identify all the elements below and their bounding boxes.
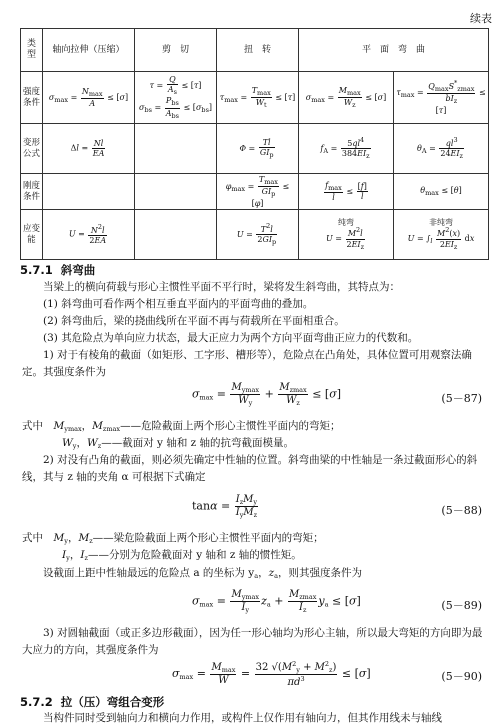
equation-5-89: $\sigma_{max}$ = $\frac{M_{ymax}}{I_y}$ $z_a$ + $\frac{M_{zmax}}{I_z}$ $y_a \le [\sigma]$ (5－89) [192, 589, 482, 614]
equation-5-88: tanα = $\frac{I_zM_y}{I_yM_z}$ (5－88) [192, 494, 482, 519]
cell-formula: τ = $\frac{Q}{A_s}$ ≤ [τ] $\sigma_{bs}$ = $\frac{P_{bs}}{A_{bs}}$ ≤ $[\sigma_{bs}]$ [135, 72, 217, 124]
list-item: (2) 斜弯曲后，梁的挠曲线所在平面不再与荷载所在平面相重合。 [43, 315, 345, 327]
cell-formula: $\theta_{max} \le [\theta]$ [394, 174, 489, 210]
cell-formula: U = $\frac{T^2l}{2GI_p}$ [217, 210, 299, 260]
header-axial: 轴向拉伸（压缩） [43, 29, 135, 72]
cell-formula: 非纯弯 $U = \int_l$ $\frac{M^2(x)}{2EI_z}$ dx [394, 210, 489, 260]
row-label-strength: 强度条件 [21, 72, 43, 124]
equation-number: (5－87) [441, 392, 482, 405]
table-row [21, 72, 489, 124]
cell-empty [135, 124, 217, 174]
section-heading-571: 5.7.1 斜弯曲 [20, 263, 96, 277]
equation-5-87: $\sigma_{max}$ = $\frac{M_{ymax}}{W_y}$ + $\frac{M_{zmax}}{W_z}$ ≤ [σ] (5－87) [192, 382, 482, 407]
header-bending: 平 面 弯 曲 [299, 29, 489, 72]
paragraph: 当梁上的横向荷载与形心主惯性平面不平行时，梁将发生斜弯曲，其特点为： [43, 281, 400, 293]
cell-formula: $\sigma_{max}$ = $\frac{M_{max}}{W_z}$ ≤ [σ] [299, 72, 394, 124]
cell-formula: $\frac{f_{max}}{l}$ ≤ $\frac{[f]}{l}$ [299, 174, 394, 210]
section-heading-572: 5.7.2 拉（压）弯组合变形 [20, 695, 165, 709]
pure-bending-label: 纯弯 [338, 218, 354, 228]
header-torsion: 扭 转 [217, 29, 299, 72]
paragraph: 1) 对于有棱角的截面（如矩形、工字形、槽形等），危险点在凸角处，具体位置可用观察法确定。其强度条件为 [22, 349, 472, 378]
header-shear: 剪 切 [135, 29, 217, 72]
cell-formula: $\tau_{max}$ = $\frac{Q_{max}S^*_{zmax}}{bI_z}$ ≤ [τ] [394, 72, 489, 124]
cell-formula: U = $\frac{N^2l}{2EA}$ [43, 210, 135, 260]
paragraph: 2) 对没有凸角的截面，则必须先确定中性轴的位置。斜弯曲梁的中性轴是一条过截面形心的斜线，其与 z 轴的夹角 α 可根据下式确定 [22, 454, 478, 483]
cell-formula: $\theta_A$ = $\frac{ql^3}{24EI_z}$ [394, 124, 489, 174]
cell-formula: $\sigma_{max}$ = $\frac{N_{max}}{A}$ ≤ [σ] [43, 72, 135, 124]
equation-number: (5－88) [441, 504, 482, 517]
continuation-label: 续表 [470, 12, 492, 25]
paragraph: 当构件同时受到轴向力和横向力作用，或构件上仅作用有轴向力，但其作用线未与轴线 [43, 712, 442, 724]
cell-formula: $f_A$ = $\frac{5ql^4}{384EI_z}$ [299, 124, 394, 174]
list-item: (3) 其危险点为单向应力状态，最大正应力为两个方向平面弯曲正应力的代数和。 [43, 332, 419, 344]
paragraph: 设截面上距中性轴最远的危险点 a 的坐标为 $y_a$，$z_a$，则其强度条件为 [43, 567, 363, 580]
row-label-strain-energy: 应变能 [21, 210, 43, 260]
table-row [21, 210, 489, 260]
cell-empty [135, 174, 217, 210]
cell-empty [43, 174, 135, 210]
where-clause: 式中 $M_{ymax}$，$M_{zmax}——$危险截面上两个形心主惯性平面内的弯矩； [22, 420, 341, 433]
cell-formula: $\varphi_{max}$ = $\frac{T_{max}}{GI_p}$ ≤ [φ] [217, 174, 299, 210]
equation-5-90: $\sigma_{max}$ = $\frac{M_{max}}{W}$ = $\frac{32 √(M^2_y + M^2_z)}{\pi d^3}$ ≤ [σ] (5－90) [172, 660, 482, 688]
row-label-stiffness: 刚度条件 [21, 174, 43, 210]
table-row [21, 124, 489, 174]
cell-empty [135, 210, 217, 260]
cell-formula: Φ = $\frac{Tl}{GI_p}$ [217, 124, 299, 174]
summary-table [20, 28, 489, 260]
nonpure-bending-label: 非纯弯 [429, 218, 453, 228]
header-category: 类型 [21, 29, 43, 72]
table-row [21, 174, 489, 210]
equation-number: (5－90) [441, 670, 482, 683]
table-header-row [21, 29, 489, 72]
cell-formula: Δl = $\frac{Nl}{EA}$ [43, 124, 135, 174]
cell-formula: $\tau_{max}$ = $\frac{T_{max}}{W_t}$ ≤ [τ] [217, 72, 299, 124]
where-clause: $W_y$，$W_z——$截面对 y 轴和 z 轴的抗弯截面模量。 [62, 437, 295, 450]
where-clause: $I_y$，$I_z——$分别为危险截面对 y 轴和 z 轴的惯性矩。 [62, 549, 302, 562]
where-clause: 式中 $M_y$，$M_z——$梁危险截面上两个形心主惯性平面内的弯矩； [22, 532, 324, 545]
cell-formula: 纯弯 U = $\frac{M^2l}{2EI_z}$ [299, 210, 394, 260]
list-item: (1) 斜弯曲可看作两个相互垂直平面内的平面弯曲的叠加。 [43, 298, 314, 310]
equation-number: (5－89) [441, 599, 482, 612]
paragraph: 3) 对圆轴截面（或正多边形截面），因为任一形心轴均为形心主轴，所以最大弯矩的方向即为最大应力的方向，其强度条件为 [22, 627, 483, 656]
row-label-deformation: 变形公式 [21, 124, 43, 174]
